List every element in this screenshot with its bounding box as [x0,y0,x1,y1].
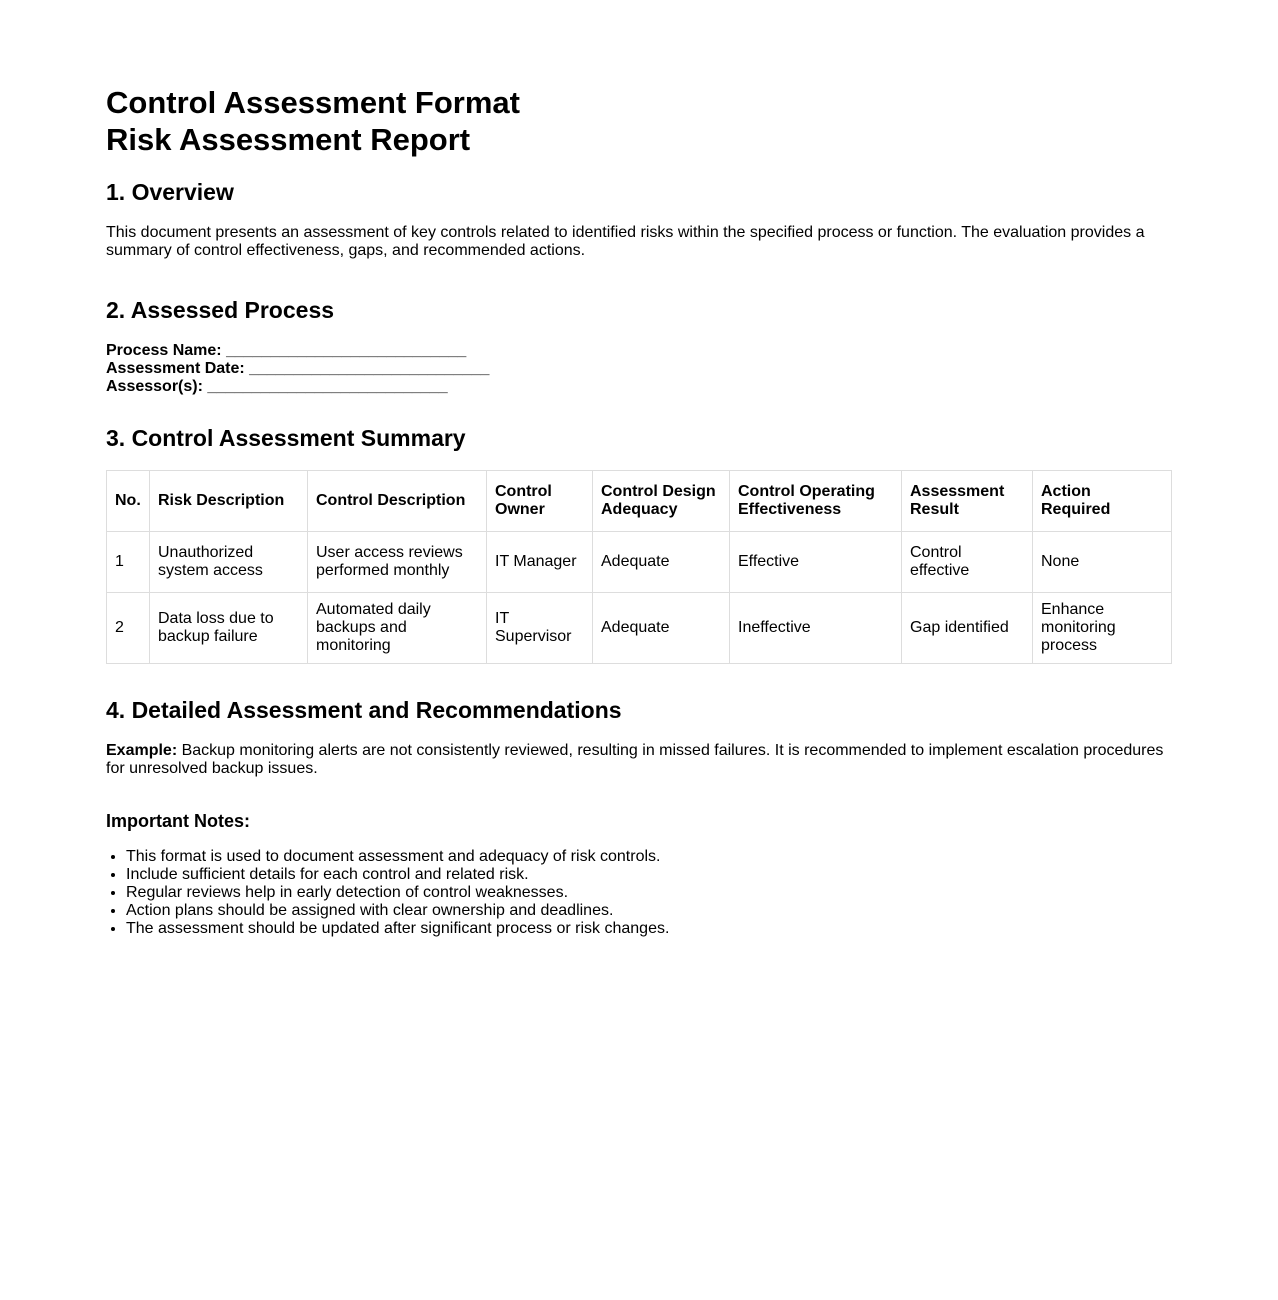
cell-control-description: Automated daily backups and monitoring [308,593,487,664]
notes-heading: Important Notes: [106,811,250,831]
cell-operating-effectiveness: Ineffective [730,593,902,664]
cell-operating-effectiveness: Effective [730,532,902,593]
list-item: • Regular reviews help in early detection of control weaknesses. [126,884,1172,902]
overview-heading: 1. Overview [106,179,234,205]
overview-text: This document presents an assessment of key controls related to identified risks within the specified process or function. The evaluation provides a summary of control effectiveness, gaps, and recommended actions. [106,224,1145,259]
assessed-process-heading: 2. Assessed Process [106,297,335,323]
list-item: • Action plans should be assigned with clear ownership and deadlines. [126,902,1172,920]
assessors-field: Assessor(s): ___________________________ [106,378,448,395]
title-line-2: Risk Assessment Report [106,122,471,157]
cell-risk-description: Unauthorized system access [150,532,308,593]
detailed-heading: 4. Detailed Assessment and Recommendations [106,697,622,723]
example-label: Example: [106,742,178,759]
summary-heading: 3. Control Assessment Summary [106,425,466,451]
table-row [107,593,1172,664]
cell-design-adequacy: Adequate [593,532,730,593]
col-header-action-required: Action Required [1033,471,1172,532]
list-item: • Include sufficient details for each control and related risk. [126,866,1172,884]
document-title [106,84,1172,158]
detailed-example [106,742,1172,778]
cell-action-required: Enhance monitoring process [1033,593,1172,664]
cell-design-adequacy: Adequate [593,593,730,664]
cell-control-description: User access reviews performed monthly [308,532,487,593]
cell-no: 1 [107,532,150,593]
cell-risk-description: Data loss due to backup failure [150,593,308,664]
cell-control-owner: IT Manager [487,532,593,593]
process-name-field: Process Name: ___________________________ [106,342,467,359]
col-header-risk-description: Risk Description [150,471,308,532]
col-header-assessment-result: Assessment Result [902,471,1033,532]
control-assessment-table [106,470,1172,664]
cell-control-owner: IT Supervisor [487,593,593,664]
example-text: Backup monitoring alerts are not consistently reviewed, resulting in missed failures. It is recommended to implement escalation procedures for unresolved backup issues. [106,742,1164,777]
cell-assessment-result: Control effective [902,532,1033,593]
cell-no: 2 [107,593,150,664]
title-line-1: Control Assessment Format [106,85,520,120]
col-header-no: No. [107,471,150,532]
col-header-control-description: Control Description [308,471,487,532]
notes-list [106,848,1172,938]
list-item: • This format is used to document assessment and adequacy of risk controls. [126,848,1172,866]
col-header-design-adequacy: Control Design Adequacy [593,471,730,532]
assessment-date-field: Assessment Date: ___________________________ [106,360,490,377]
col-header-operating-effectiveness: Control Operating Effectiveness [730,471,902,532]
cell-action-required: None [1033,532,1172,593]
list-item: • The assessment should be updated after significant process or risk changes. [126,920,1172,938]
table-header-row [107,471,1172,532]
col-header-control-owner: Control Owner [487,471,593,532]
cell-assessment-result: Gap identified [902,593,1033,664]
table-row [107,532,1172,593]
